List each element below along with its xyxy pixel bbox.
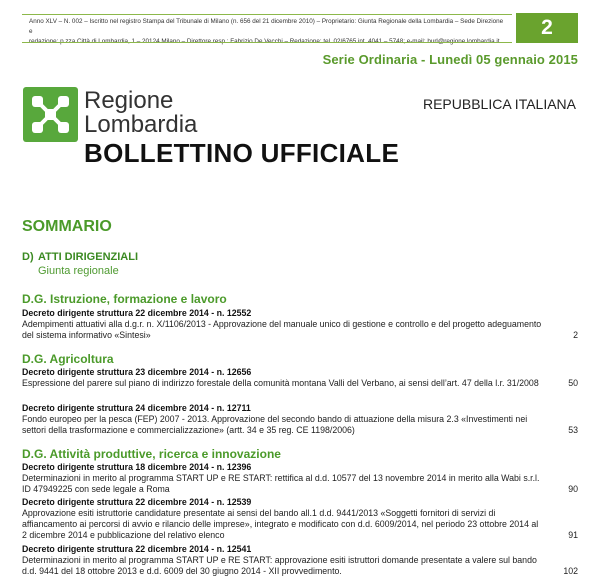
- summary-entry[interactable]: [22, 367, 578, 389]
- section-title: ATTI DIRIGENZIALI: [38, 251, 139, 263]
- section-subtitle: Giunta regionale: [38, 265, 119, 277]
- issue-number-badge: 2: [516, 13, 578, 43]
- category-heading: D.G. Agricoltura: [22, 352, 114, 366]
- entry-page-number: 2: [573, 330, 578, 340]
- summary-entry[interactable]: [22, 403, 578, 436]
- entry-title: Decreto dirigente struttura 22 dicembre 2014 - n. 12539: [22, 497, 252, 507]
- summary-entry[interactable]: [22, 462, 578, 495]
- republic-label: REPUBBLICA ITALIANA: [422, 96, 576, 112]
- entry-description: Determinazioni in merito al programma START UP e RE START: approvazione esiti istruttori domande presentate a valere sul bando d.d. 9441 del 18 ottobre 2013 e d.d. 6009 del 30 giugno 2014 - XII provvedimento.: [22, 555, 537, 576]
- logo-line-1: Regione: [84, 87, 174, 114]
- bulletin-title: BOLLETTINO UFFICIALE: [84, 138, 400, 168]
- entry-description: Adempimenti attuativi alla d.g.r. n. X/1106/2013 - Approvazione del manuale unico di gestione e controllo e del progetto adeguamento del sistema informativo «Sintesi»: [22, 319, 542, 340]
- category-heading: D.G. Istruzione, formazione e lavoro: [22, 292, 227, 306]
- entry-page-number: 53: [568, 425, 578, 435]
- entry-page-number: 91: [568, 530, 578, 540]
- entry-description: Espressione del parere sul piano di indirizzo forestale della comunità montana Valli del Verbano, ai sensi dell’art. 47 della l.r. 31/2008: [22, 378, 539, 388]
- category-heading: D.G. Attività produttive, ricerca e innovazione: [22, 447, 281, 461]
- summary-entry[interactable]: [22, 308, 578, 341]
- entry-page-number: 50: [568, 378, 578, 388]
- entry-description: Determinazioni in merito al programma START UP e RE START: rettifica al d.d. 10577 del 13 novembre 2014 in merito alla Wabi s.r.l. ID 47949225 con sede legale a Roma: [22, 473, 540, 494]
- regione-lombardia-logo-icon: [23, 87, 78, 142]
- entry-title: Decreto dirigente struttura 24 dicembre 2014 - n. 12711: [22, 403, 251, 413]
- regione-lombardia-wordmark: [84, 89, 197, 137]
- entry-title: Decreto dirigente struttura 23 dicembre 2014 - n. 12656: [22, 367, 252, 377]
- entry-description: Fondo europeo per la pesca (FEP) 2007 - 2013. Approvazione del secondo bando di attuazione della misura 2.3 «Investimenti nei settori della trasformazione e commercializzazione» (artt. 34 e 35 reg. CE 1198/2006): [22, 414, 528, 435]
- entry-page-number: 90: [568, 484, 578, 494]
- entry-title: Decreto dirigente struttura 22 dicembre 2014 - n. 12552: [22, 308, 252, 318]
- masthead-info-line-1: Anno XLV – N. 002 – Iscritto nel registro Stampa del Tribunale di Milano (n. 656 del 21 dicembre 2010) – Proprietario: Giunta Regionale della Lombardia – Sede Direzione e: [29, 18, 504, 35]
- entry-title: Decreto dirigente struttura 22 dicembre 2014 - n. 12541: [22, 544, 252, 554]
- masthead-rule: [22, 42, 512, 43]
- logo-line-2: Lombardia: [84, 111, 198, 138]
- entry-title: Decreto dirigente struttura 18 dicembre 2014 - n. 12396: [22, 462, 252, 472]
- summary-entry[interactable]: [22, 544, 578, 577]
- summary-heading: SOMMARIO: [22, 218, 112, 235]
- series-date: Serie Ordinaria - Lunedì 05 gennaio 2015: [322, 52, 578, 67]
- entry-page-number: 102: [563, 566, 578, 576]
- entry-description: Approvazione esiti istruttorie candidature presentate ai sensi del bando all.1 d.d. 9441/2013 «Soggetti fornitori di servizi di affiancamento ai percorsi di avvio e rilancio delle imprese», integrato e modificato con d.d. 6009/2014, nel periodo 23 ottobre 2014 al 2 dicembre 2014 e pubblicazione del relativo elenco: [22, 508, 539, 540]
- section-code: D): [22, 251, 34, 263]
- top-rule: [22, 14, 512, 15]
- summary-entry[interactable]: [22, 497, 578, 541]
